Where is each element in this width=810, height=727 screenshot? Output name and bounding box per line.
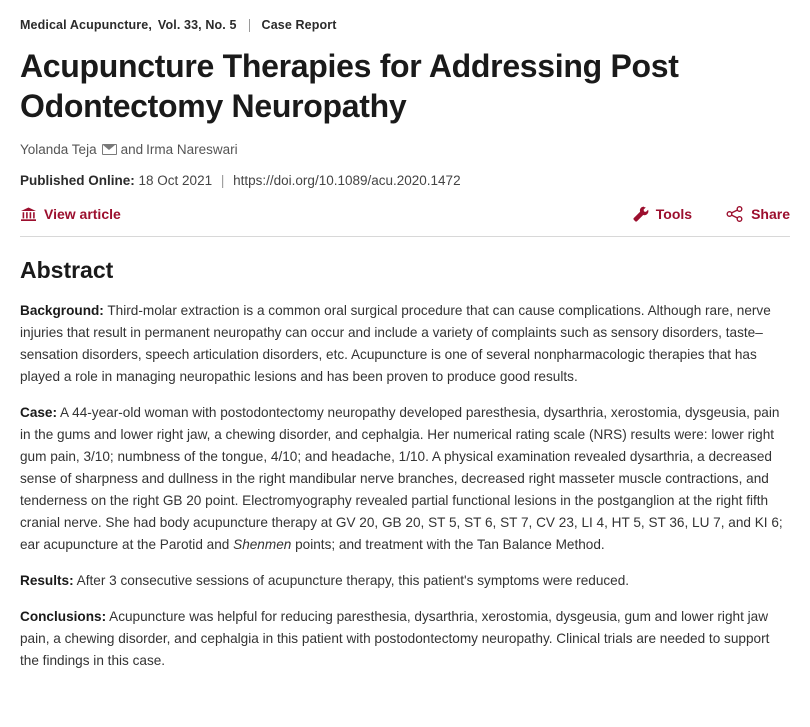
abstract-background	[20, 300, 790, 388]
published-label: Published Online:	[20, 173, 135, 188]
author-list	[20, 142, 790, 157]
wrench-icon	[633, 206, 649, 222]
institution-icon	[20, 206, 37, 222]
view-article-label: View article	[44, 206, 121, 222]
abstract-case	[20, 402, 790, 556]
share-icon	[726, 206, 744, 222]
published-date: 18 Oct 2021	[138, 173, 213, 188]
breadcrumb-volume[interactable]: Vol. 33, No. 5	[157, 18, 237, 32]
section-divider	[20, 236, 790, 237]
doi-link[interactable]: https://doi.org/10.1089/acu.2020.1472	[233, 173, 461, 188]
breadcrumb	[20, 18, 790, 32]
abstract-case-lead: Case:	[20, 405, 58, 421]
abstract-background-lead: Background:	[20, 303, 104, 318]
abstract-case-italic-term: Shenmen	[233, 537, 292, 553]
breadcrumb-article-type: Case Report	[261, 18, 337, 32]
publication-info	[20, 173, 790, 188]
abstract-conclusions-text: Acupuncture was helpful for reducing paresthesia, dysarthria, xerostomia, dysgeusia, gum and lower right jaw pain, a chewing disorder, and cephalgia in this patient with postodontectomy neuropathy. Clinical trials are needed to support the findings in this case.	[20, 609, 770, 669]
abstract-heading: Abstract	[20, 257, 114, 283]
published-separator: |	[220, 173, 225, 188]
action-bar-left	[20, 206, 121, 222]
abstract-results	[20, 570, 790, 592]
tools-button[interactable]	[633, 206, 692, 222]
tools-label: Tools	[655, 206, 693, 222]
page-title: Acupuncture Therapies for Addressing Post Odontectomy Neuropathy	[20, 48, 679, 124]
abstract-background-text: Third-molar extraction is a common oral surgical procedure that can cause complications. Although rare, nerve injuries that result in permanent neuropathy can occur and include a variety of complaints such as sensory disorders, taste–sensation disorders, speech articulation disorders, etc. Acupuncture is one of several nonpharmacologic therapies that has played a role in managing neuropathic lesions and has been proven to produce good results.	[20, 303, 771, 385]
abstract-conclusions-lead: Conclusions:	[20, 609, 107, 625]
author-first[interactable]: Yolanda Teja	[20, 142, 97, 157]
abstract-results-text: After 3 consecutive sessions of acupuncture therapy, this patient's symptoms were reduced.	[73, 573, 630, 589]
envelope-icon[interactable]	[102, 144, 117, 155]
abstract-case-text-before: A 44-year-old woman with postodontectomy neuropathy developed paresthesia, dysarthria, xerostomia, dysgeusia, pain in the gums and lower right jaw, a chewing disorder, and cephalgia. Her numerical rating scale (NRS) results were: lower right gum pain, 3/10; numbness of the tongue, 4/10; and headache, 1/10. A physical examination revealed dysarthria, a decreased sense of sharpness and dullness in the right mandibular nerve branches, decreased right masseter muscle contractions, and tenderness on the right GB 20 point. Electromyography revealed partial functional lesions in the postganglion at the right fifth cranial nerve. She had body acupuncture therapy at GV 20, GB 20, ST 5, ST 6, ST 7, CV 23, LI 4, HT 5, ST 36, LU 7, and KI 6; ear acupuncture at the Parotid and	[20, 405, 783, 553]
breadcrumb-journal[interactable]: Medical Acupuncture,	[20, 18, 152, 32]
share-button[interactable]	[726, 206, 790, 222]
author-second[interactable]: Irma Nareswari	[146, 142, 238, 157]
abstract-results-lead: Results:	[20, 573, 74, 589]
author-conjunction: and	[120, 142, 144, 157]
abstract-conclusions	[20, 606, 790, 672]
abstract-case-text-after: points; and treatment with the Tan Balance Method.	[291, 537, 605, 553]
breadcrumb-divider	[249, 19, 250, 32]
action-bar	[20, 206, 790, 222]
action-bar-right	[633, 206, 790, 222]
view-article-button[interactable]	[20, 206, 121, 222]
share-label: Share	[751, 206, 790, 222]
